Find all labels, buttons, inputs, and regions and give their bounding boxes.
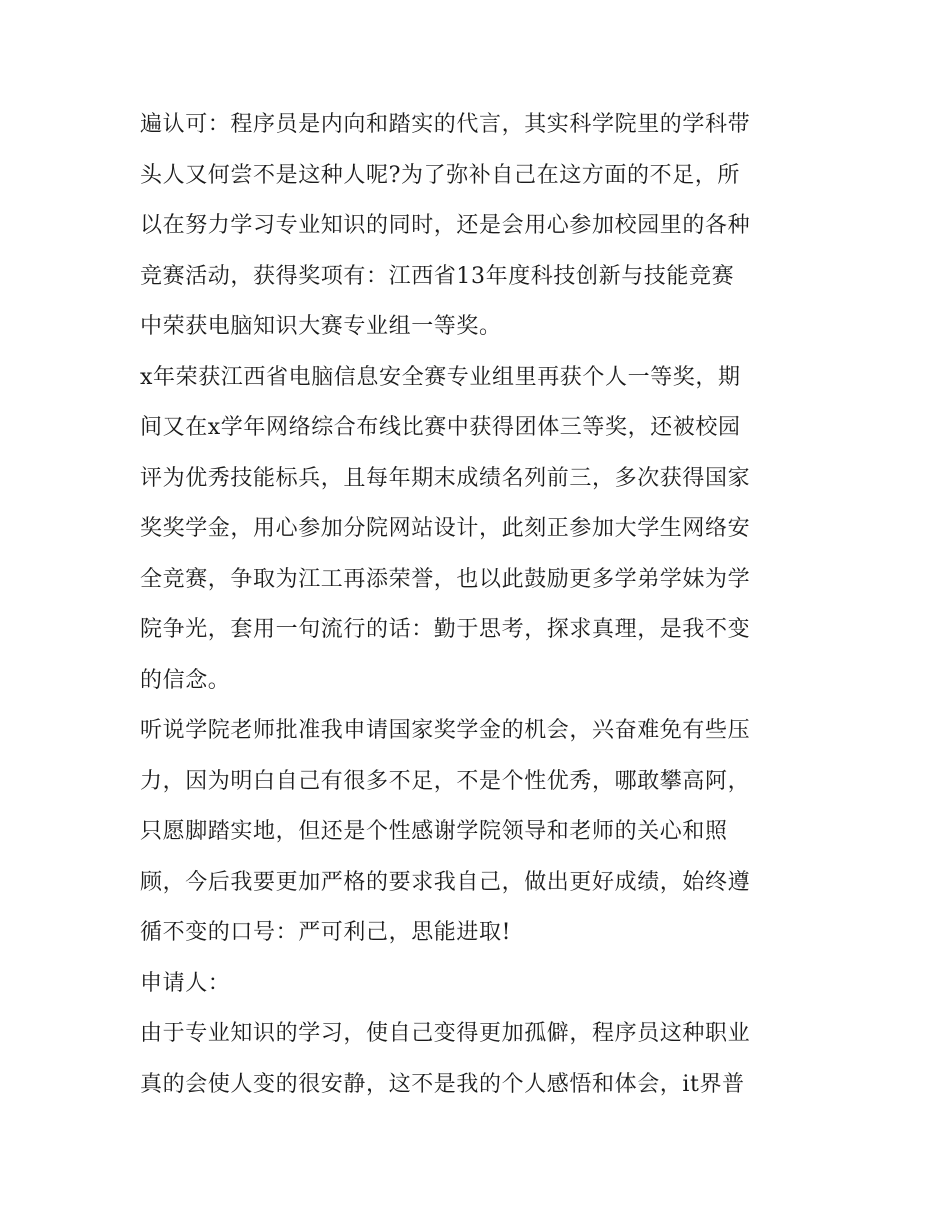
text-line: 奖奖学金，用心参加分院网站设计，此刻正参加大学生网络安 (140, 516, 751, 541)
text-line: x年荣获江西省电脑信息安全赛专业组里再获个人一等奖，期 (140, 364, 741, 390)
text-line: 以在努力学习专业知识的同时，还是会用心参加校园里的各种 (140, 213, 751, 238)
text-line: 力，因为明白自己有很多不足，不是个性优秀，哪敢攀高阿， (140, 768, 751, 794)
text-line: 间又在x学年网络综合布线比赛中获得团体三等奖，还被校园 (140, 415, 741, 440)
text-line: 顾，今后我要更加严格的要求我自己，做出更好成绩，始终遵 (140, 869, 751, 895)
text-line: 由于专业知识的学习，使自己变得更加孤僻，程序员这种职业 (140, 1021, 751, 1046)
text-line: 循不变的口号：严可利己，思能进取! (140, 920, 512, 945)
text-line: 中荣获电脑知识大赛专业组一等奖。 (140, 314, 502, 339)
signature-label: 申请人： (140, 970, 231, 996)
text-line: 全竞赛，争取为江工再添荣誉，也以此鼓励更多学弟学妹为学 (140, 566, 751, 592)
text-line: 头人又何尝不是这种人呢?为了弥补自己在这方面的不足，所 (140, 162, 740, 188)
text-line: 只愿脚踏实地，但还是个性感谢学院领导和老师的关心和照 (140, 819, 728, 844)
text-line: 竞赛活动，获得奖项有：江西省13年度科技创新与技能竞赛 (140, 263, 735, 289)
text-line: 评为优秀技能标兵，且每年期末成绩名列前三，多次获得国家 (140, 465, 751, 491)
text-line: 听说学院老师批准我申请国家奖学金的机会，兴奋难免有些压 (140, 718, 751, 743)
text-line: 的信念。 (140, 667, 231, 693)
text-line: 真的会使人变的很安静，这不是我的个人感悟和体会，it界普 (140, 1071, 745, 1097)
text-line: 院争光，套用一句流行的话：勤于思考，探求真理，是我不变 (140, 617, 751, 642)
document-body (140, 100, 820, 1110)
text-line: 遍认可：程序员是内向和踏实的代言，其实科学院里的学科带 (140, 112, 751, 137)
